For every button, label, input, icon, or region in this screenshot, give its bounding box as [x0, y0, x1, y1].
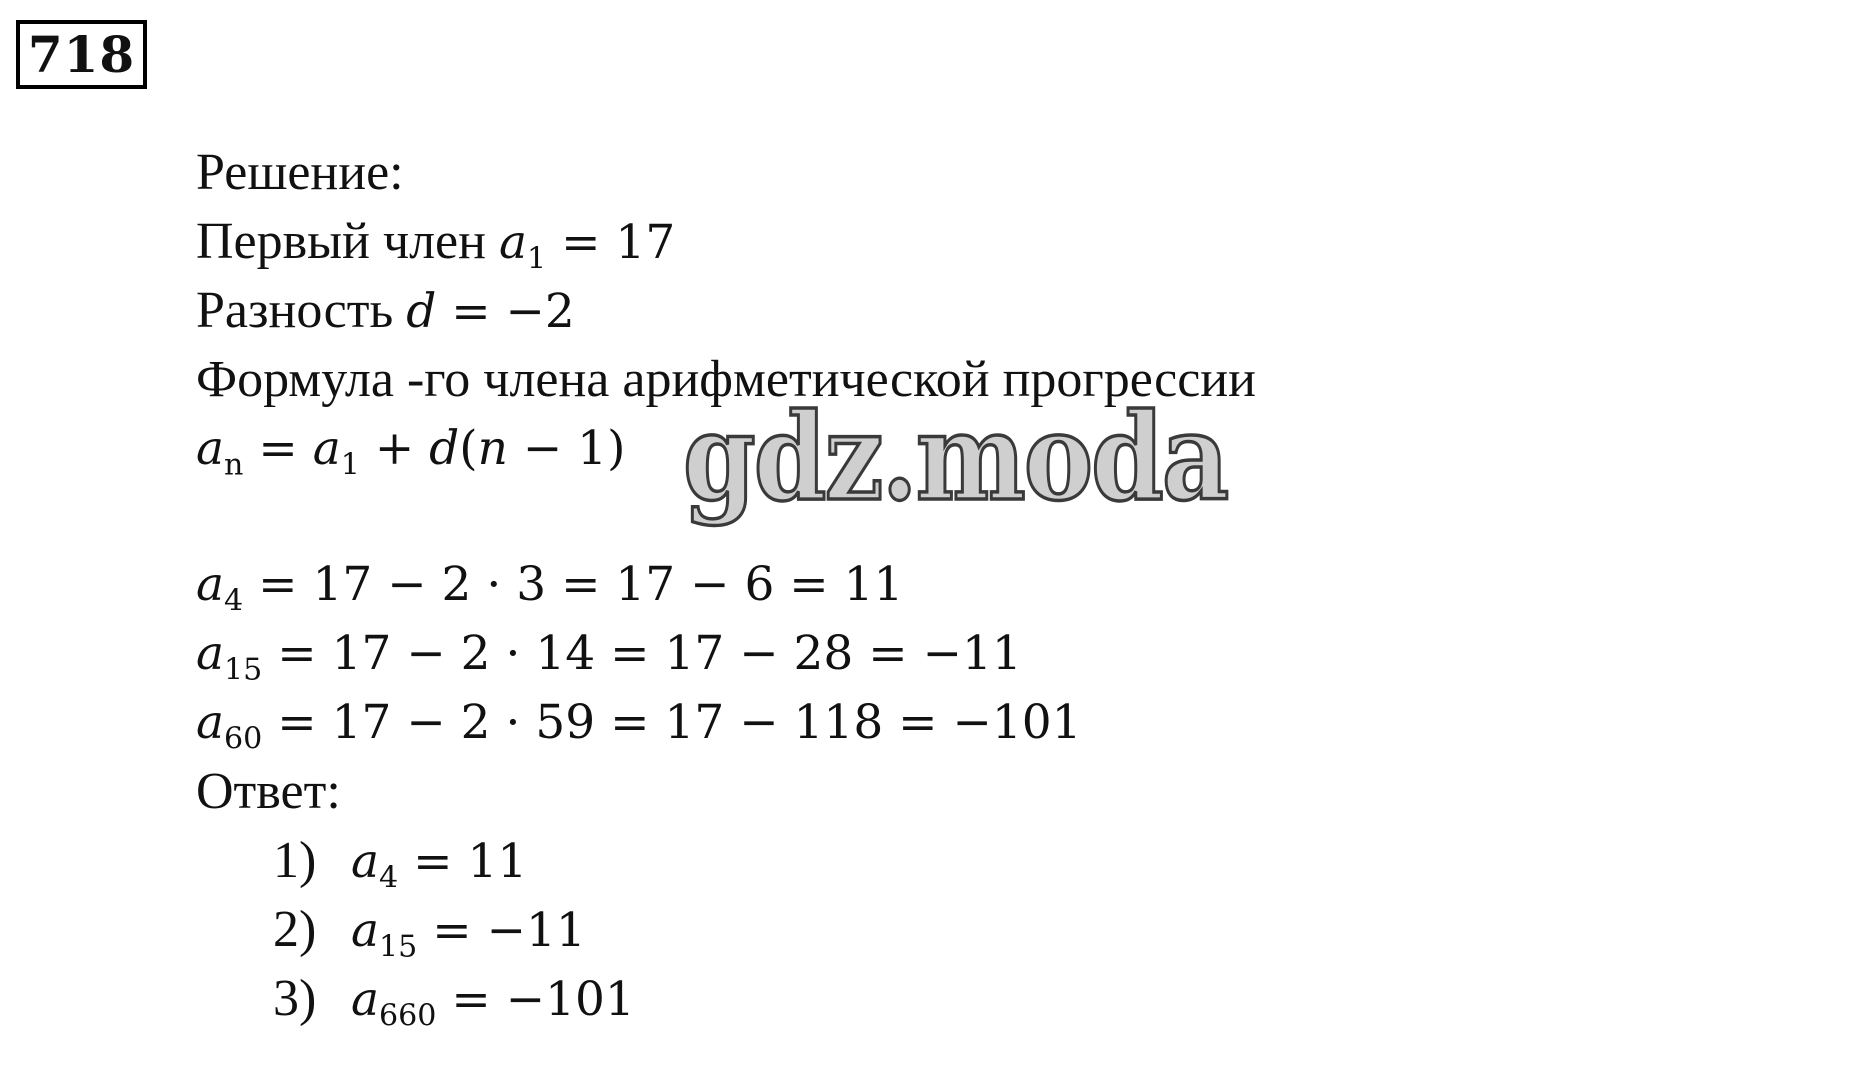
answer-sub: 660	[379, 998, 437, 1034]
difference-var: d	[406, 284, 437, 339]
problem-number: 718	[16, 20, 147, 89]
formula-tail: − 1)	[522, 421, 626, 476]
answer-item-1	[273, 831, 528, 896]
formula-lhs-var: a	[196, 421, 225, 476]
first-term-line	[196, 212, 676, 277]
answer-number: 1)	[273, 832, 317, 889]
calc-rhs: = 17 − 2 · 14 = 17 − 28 = −11	[277, 626, 1022, 681]
answer-sub: 4	[379, 860, 399, 896]
calc-sub: 60	[224, 721, 263, 757]
answer-value: = −11	[432, 903, 586, 958]
answer-value: = −101	[451, 972, 635, 1027]
calc-sub: 15	[224, 652, 263, 688]
difference-value: = −2	[451, 284, 575, 339]
calc-var: a	[196, 626, 225, 681]
formula-d-var: d	[429, 421, 460, 476]
calc-sub: 4	[224, 583, 244, 619]
formula-open-paren: (	[459, 421, 478, 476]
answer-number: 3)	[273, 970, 317, 1027]
answer-item-3	[273, 969, 635, 1034]
difference-label: Разность	[196, 282, 394, 339]
formula-a1-sub: 1	[340, 447, 360, 483]
first-term-value: = 17	[561, 215, 676, 270]
first-term-sub: 1	[527, 241, 547, 277]
watermark-logo: gdz.moda	[683, 386, 1228, 528]
formula-lhs-sub: n	[224, 447, 244, 483]
answer-var: a	[351, 972, 380, 1027]
calc-var: a	[196, 557, 225, 612]
answer-sub: 15	[379, 929, 418, 965]
calc-rhs: = 17 − 2 · 3 = 17 − 6 = 11	[258, 557, 904, 612]
formula-eq: =	[258, 421, 298, 476]
answer-number: 2)	[273, 901, 317, 958]
calculation-a60	[196, 693, 1082, 757]
difference-expression	[406, 284, 575, 339]
calculation-a4	[196, 555, 904, 619]
nth-term-formula	[196, 419, 626, 483]
answer-var: a	[351, 903, 380, 958]
formula-caption: Формула -го члена арифметической прогрессии	[196, 351, 1256, 408]
calc-rhs: = 17 − 2 · 59 = 17 − 118 = −101	[277, 695, 1082, 750]
first-term-var: a	[498, 215, 527, 270]
formula-n-var: n	[477, 421, 508, 476]
formula-plus: +	[374, 421, 415, 476]
answer-value: = 11	[413, 834, 528, 889]
difference-line	[196, 281, 575, 342]
solution-label: Решение:	[196, 144, 404, 201]
formula-a1-var: a	[312, 421, 341, 476]
answer-label: Ответ:	[196, 763, 341, 820]
first-term-label: Первый член	[196, 213, 486, 270]
calculation-a15	[196, 624, 1022, 688]
answer-item-2	[273, 900, 586, 965]
calc-var: a	[196, 695, 225, 750]
answer-var: a	[351, 834, 380, 889]
first-term-expression	[498, 215, 676, 277]
